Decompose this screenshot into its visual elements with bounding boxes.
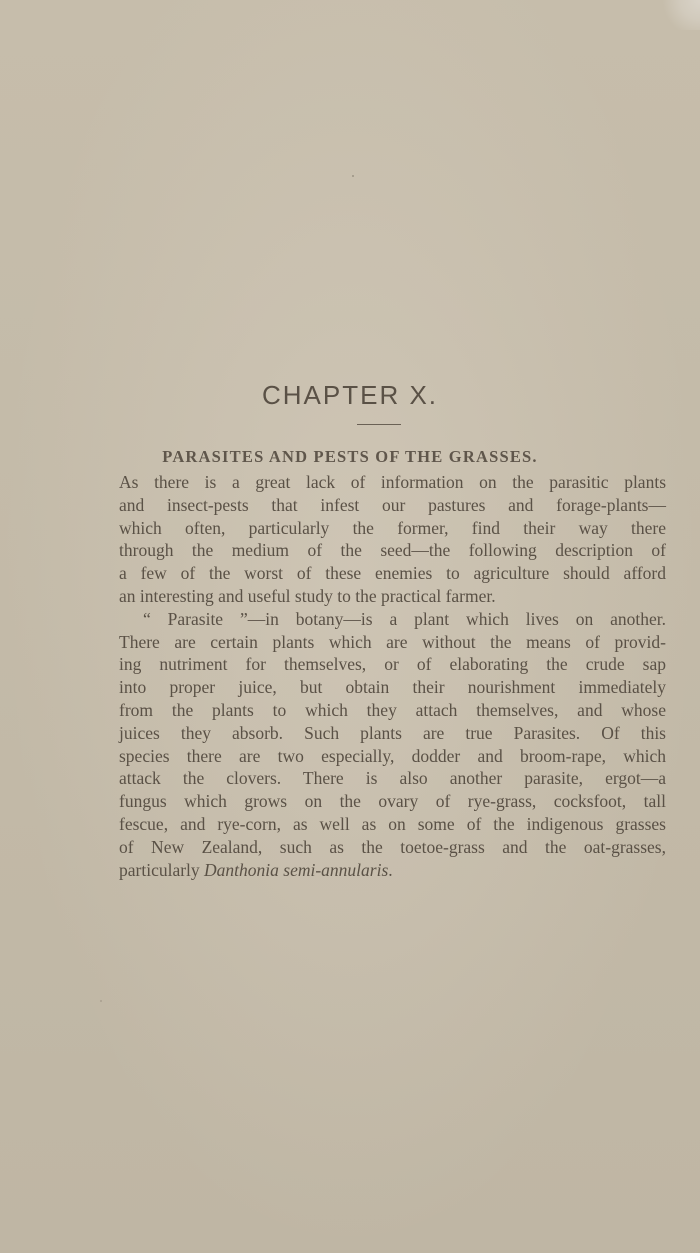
page-corner-wear xyxy=(660,0,700,30)
text-line: As there is a great lack of information on the parasitic plants xyxy=(119,472,666,492)
final-line-suffix: . xyxy=(388,859,393,880)
paragraph-2 xyxy=(119,608,666,882)
text-line: attack the clovers. There is also another parasite, ergot—a xyxy=(119,768,666,789)
text-line xyxy=(119,859,666,882)
text-line: from the plants to which they attach themselves, and whose xyxy=(119,699,666,720)
text-line: a few of the worst of these enemies to agriculture should afford xyxy=(119,563,666,584)
text-line: into proper juice, but obtain their nourishment immediately xyxy=(119,677,666,698)
final-line-prefix: particularly xyxy=(119,859,205,880)
body-text xyxy=(119,471,666,881)
text-line: “ Parasite ”—in botany—is a plant which lives on another. xyxy=(143,608,666,629)
chapter-title: CHAPTER X. xyxy=(261,380,439,410)
text-line: and insect-pests that infest our pastures and forage-plants— xyxy=(119,494,666,515)
text-line: fescue, and rye-corn, as well as on some of the indigenous grasses xyxy=(119,813,666,834)
text-line: juices they absorb. Such plants are true Parasites. Of this xyxy=(119,722,666,743)
text-line: ing nutriment for themselves, or of elaborating the crude sap xyxy=(119,654,666,675)
species-name: Danthonia semi-annularis xyxy=(204,859,389,880)
paragraph-1 xyxy=(119,471,666,608)
text-line: through the medium of the seed—the following description of xyxy=(119,540,666,561)
text-line: There are certain plants which are without the means of provid- xyxy=(119,631,666,652)
section-title: PARASITES AND PESTS OF THE GRASSES. xyxy=(162,447,538,466)
text-line: species there are two especially, dodder and broom-rape, which xyxy=(119,745,666,766)
text-line: which often, particularly the former, find their way there xyxy=(119,517,666,538)
text-line: an interesting and useful study to the practical farmer. xyxy=(119,585,496,606)
paper-speck xyxy=(100,1000,102,1002)
paper-speck xyxy=(352,175,354,177)
title-divider xyxy=(357,424,401,425)
text-line: of New Zealand, such as the toetoe-grass and the oat-grasses, xyxy=(119,836,666,857)
text-line: fungus which grows on the ovary of rye-grass, cocksfoot, tall xyxy=(119,791,666,812)
